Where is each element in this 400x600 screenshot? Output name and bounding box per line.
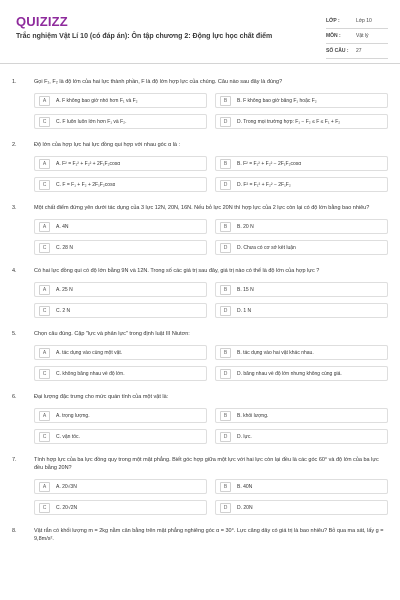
option-letter-badge: D <box>220 432 231 442</box>
option-text: C. 20√2N <box>56 504 78 511</box>
answer-option[interactable] <box>215 240 388 255</box>
option-text: D. bằng nhau về độ lớn nhưng không cùng giá. <box>237 370 342 377</box>
question-item <box>12 330 388 381</box>
option-letter-badge: B <box>220 348 231 358</box>
answer-options <box>34 219 388 255</box>
answer-options <box>34 479 388 515</box>
option-letter-badge: C <box>39 243 50 253</box>
question-row <box>12 527 388 543</box>
header-divider <box>0 63 400 64</box>
answer-option[interactable] <box>34 303 207 318</box>
question-item <box>12 527 388 543</box>
question-item <box>12 456 388 515</box>
option-text: B. 15 N <box>237 286 254 293</box>
meta-value: Vật lý <box>356 33 369 39</box>
question-row <box>12 204 388 212</box>
question-number: 2. <box>12 142 17 148</box>
question-item <box>12 141 388 192</box>
answer-options <box>34 282 388 318</box>
option-text: D. 20N <box>237 504 253 511</box>
question-number: 4. <box>12 268 17 274</box>
answer-option[interactable] <box>215 345 388 360</box>
meta-row-subject <box>326 29 388 44</box>
option-text: A. F² = F₁² + F₂² + 2F₁F₂cosα <box>56 160 121 167</box>
answer-option[interactable] <box>215 303 388 318</box>
question-item <box>12 204 388 255</box>
answer-option[interactable] <box>215 177 388 192</box>
option-text: A. 4N <box>56 223 69 230</box>
question-text: Có hai lực đồng qui có độ lớn bằng 9N và 12N. Trong số các giá trị sau đây, giá trị nào có thể là độ lớn của hợp lực ? <box>34 268 320 274</box>
question-number: 5. <box>12 331 17 337</box>
meta-value: 27 <box>356 48 362 54</box>
question-number: 6. <box>12 394 17 400</box>
option-letter-badge: C <box>39 432 50 442</box>
option-letter-badge: A <box>39 96 50 106</box>
answer-option[interactable] <box>34 114 207 129</box>
option-text: B. F không bao giờ bằng F₁ hoặc F₂ <box>237 97 317 104</box>
answer-option[interactable] <box>34 500 207 515</box>
answer-option[interactable] <box>215 156 388 171</box>
question-text: Một chất điểm đứng yên dưới tác dụng của 3 lực 12N, 20N, 16N. Nếu bỏ lực 20N thì hợp lực của 2 lực còn lại có độ lớn bằng bao nhiêu? <box>34 205 370 211</box>
question-list <box>0 64 400 543</box>
option-text: C. 28 N <box>56 244 73 251</box>
meta-label: MÔN : <box>326 33 341 39</box>
option-text: A. 20√3N <box>56 483 77 490</box>
option-text: A. F không bao giờ nhỏ hơn F₁ và F₂ <box>56 97 138 104</box>
option-letter-badge: D <box>220 503 231 513</box>
option-letter-badge: A <box>39 222 50 232</box>
answer-option[interactable] <box>215 408 388 423</box>
option-letter-badge: B <box>220 159 231 169</box>
option-letter-badge: A <box>39 348 50 358</box>
option-letter-badge: D <box>220 180 231 190</box>
option-letter-badge: B <box>220 222 231 232</box>
option-text: D. 1 N <box>237 307 252 314</box>
answer-option[interactable] <box>34 479 207 494</box>
answer-options <box>34 156 388 192</box>
option-text: D. Trong mọi trường hợp: F₁ − F₂ ≤ F ≤ F₁ + F₂ <box>237 118 341 125</box>
option-letter-badge: A <box>39 482 50 492</box>
question-number: 7. <box>12 457 17 463</box>
option-text: A. 25 N <box>56 286 73 293</box>
option-letter-badge: C <box>39 369 50 379</box>
answer-options <box>34 345 388 381</box>
option-letter-badge: B <box>220 285 231 295</box>
question-number: 1. <box>12 79 17 85</box>
option-letter-badge: C <box>39 117 50 127</box>
answer-option[interactable] <box>34 366 207 381</box>
option-text: B. khối lượng. <box>237 412 269 419</box>
option-text: A. tác dụng vào cùng một vật. <box>56 349 123 356</box>
option-letter-badge: B <box>220 482 231 492</box>
question-text: Đại lượng đặc trưng cho mức quán tính của một vật là: <box>34 394 169 400</box>
answer-option[interactable] <box>34 282 207 297</box>
answer-option[interactable] <box>215 219 388 234</box>
answer-options <box>34 93 388 129</box>
option-text: C. F = F₁ + F₂ + 2F₁F₂cosα <box>56 181 116 188</box>
question-text: Vật rắn có khối lượng m = 2kg nằm cân bằng trên mặt phẳng nghiêng góc α = 30°. Lực căng dây có giá trị là bao nhiêu? Bỏ qua ma sát, lấy g = 9,8m/s². <box>34 528 384 542</box>
answer-option[interactable] <box>215 93 388 108</box>
option-letter-badge: A <box>39 285 50 295</box>
option-text: D. F² = F₁² + F₂² − 2F₁F₂ <box>237 181 291 188</box>
question-item <box>12 267 388 318</box>
option-text: C. không bằng nhau về độ lớn. <box>56 370 125 377</box>
question-item <box>12 393 388 444</box>
question-item <box>12 78 388 129</box>
option-letter-badge: A <box>39 159 50 169</box>
question-row <box>12 267 388 275</box>
answer-option[interactable] <box>215 500 388 515</box>
option-letter-badge: A <box>39 411 50 421</box>
question-row <box>12 330 388 338</box>
option-letter-badge: B <box>220 96 231 106</box>
page-title: Trắc nghiệm Vật Lí 10 (có đáp án): Ôn tập chương 2: Động lực học chất điểm <box>16 33 273 40</box>
quizizz-logo: QUIZIZZ <box>16 14 68 29</box>
answer-option[interactable] <box>34 177 207 192</box>
meta-value: Lớp 10 <box>356 18 372 24</box>
answer-option[interactable] <box>215 429 388 444</box>
answer-options <box>34 408 388 444</box>
option-letter-badge: C <box>39 503 50 513</box>
meta-row-count <box>326 44 388 59</box>
option-text: B. F² = F₁² + F₂² − 2F₁F₂cosα <box>237 160 302 167</box>
answer-option[interactable] <box>34 93 207 108</box>
option-letter-badge: D <box>220 243 231 253</box>
option-letter-badge: D <box>220 306 231 316</box>
option-text: C. 2 N <box>56 307 71 314</box>
question-text: Độ lớn của hợp lực hai lực đồng qui hợp với nhau góc α là : <box>34 142 181 148</box>
option-letter-badge: D <box>220 369 231 379</box>
option-letter-badge: B <box>220 411 231 421</box>
answer-option[interactable] <box>34 408 207 423</box>
answer-option[interactable] <box>34 429 207 444</box>
question-text: Tính hợp lực của ba lực đồng quy trong một mặt phẳng. Biết góc hợp giữa một lực với hai lực còn lại đều là các góc 60° và độ lớn của ba lực đều bằng 20N? <box>34 457 379 471</box>
option-text: B. 20 N <box>237 223 254 230</box>
option-text: A. trọng lượng. <box>56 412 90 419</box>
meta-label: LỚP : <box>326 18 340 24</box>
option-text: C. vận tốc. <box>56 433 80 440</box>
question-row <box>12 456 388 472</box>
answer-option[interactable] <box>215 282 388 297</box>
answer-option[interactable] <box>34 240 207 255</box>
answer-option[interactable] <box>34 156 207 171</box>
meta-info <box>326 14 388 59</box>
meta-row-grade <box>326 14 388 29</box>
question-row <box>12 393 388 401</box>
worksheet-header <box>0 0 400 64</box>
answer-option[interactable] <box>215 479 388 494</box>
option-text: D. lực. <box>237 433 252 440</box>
meta-label: SỐ CÂU : <box>326 48 349 54</box>
option-letter-badge: C <box>39 306 50 316</box>
question-row <box>12 141 388 149</box>
option-text: B. tác dụng vào hai vật khác nhau. <box>237 349 314 356</box>
answer-option[interactable] <box>34 219 207 234</box>
answer-option[interactable] <box>215 114 388 129</box>
option-text: C. F luôn luôn lớn hơn F₁ và F₂. <box>56 118 127 125</box>
option-letter-badge: D <box>220 117 231 127</box>
question-text: Gọi F₁, F₂ là độ lớn của hai lực thành phần, F là độ lớn hợp lực của chúng. Câu nào sau đây là đúng? <box>34 79 283 85</box>
question-number: 8. <box>12 528 17 534</box>
question-number: 3. <box>12 205 17 211</box>
question-row <box>12 78 388 86</box>
option-letter-badge: C <box>39 180 50 190</box>
option-text: B. 40N <box>237 483 253 490</box>
answer-option[interactable] <box>215 366 388 381</box>
answer-option[interactable] <box>34 345 207 360</box>
question-text: Chọn câu đúng. Cặp "lực và phản lực" trong định luật III Niutơn: <box>34 331 190 337</box>
option-text: D. Chưa có cơ sở kết luận <box>237 244 296 251</box>
